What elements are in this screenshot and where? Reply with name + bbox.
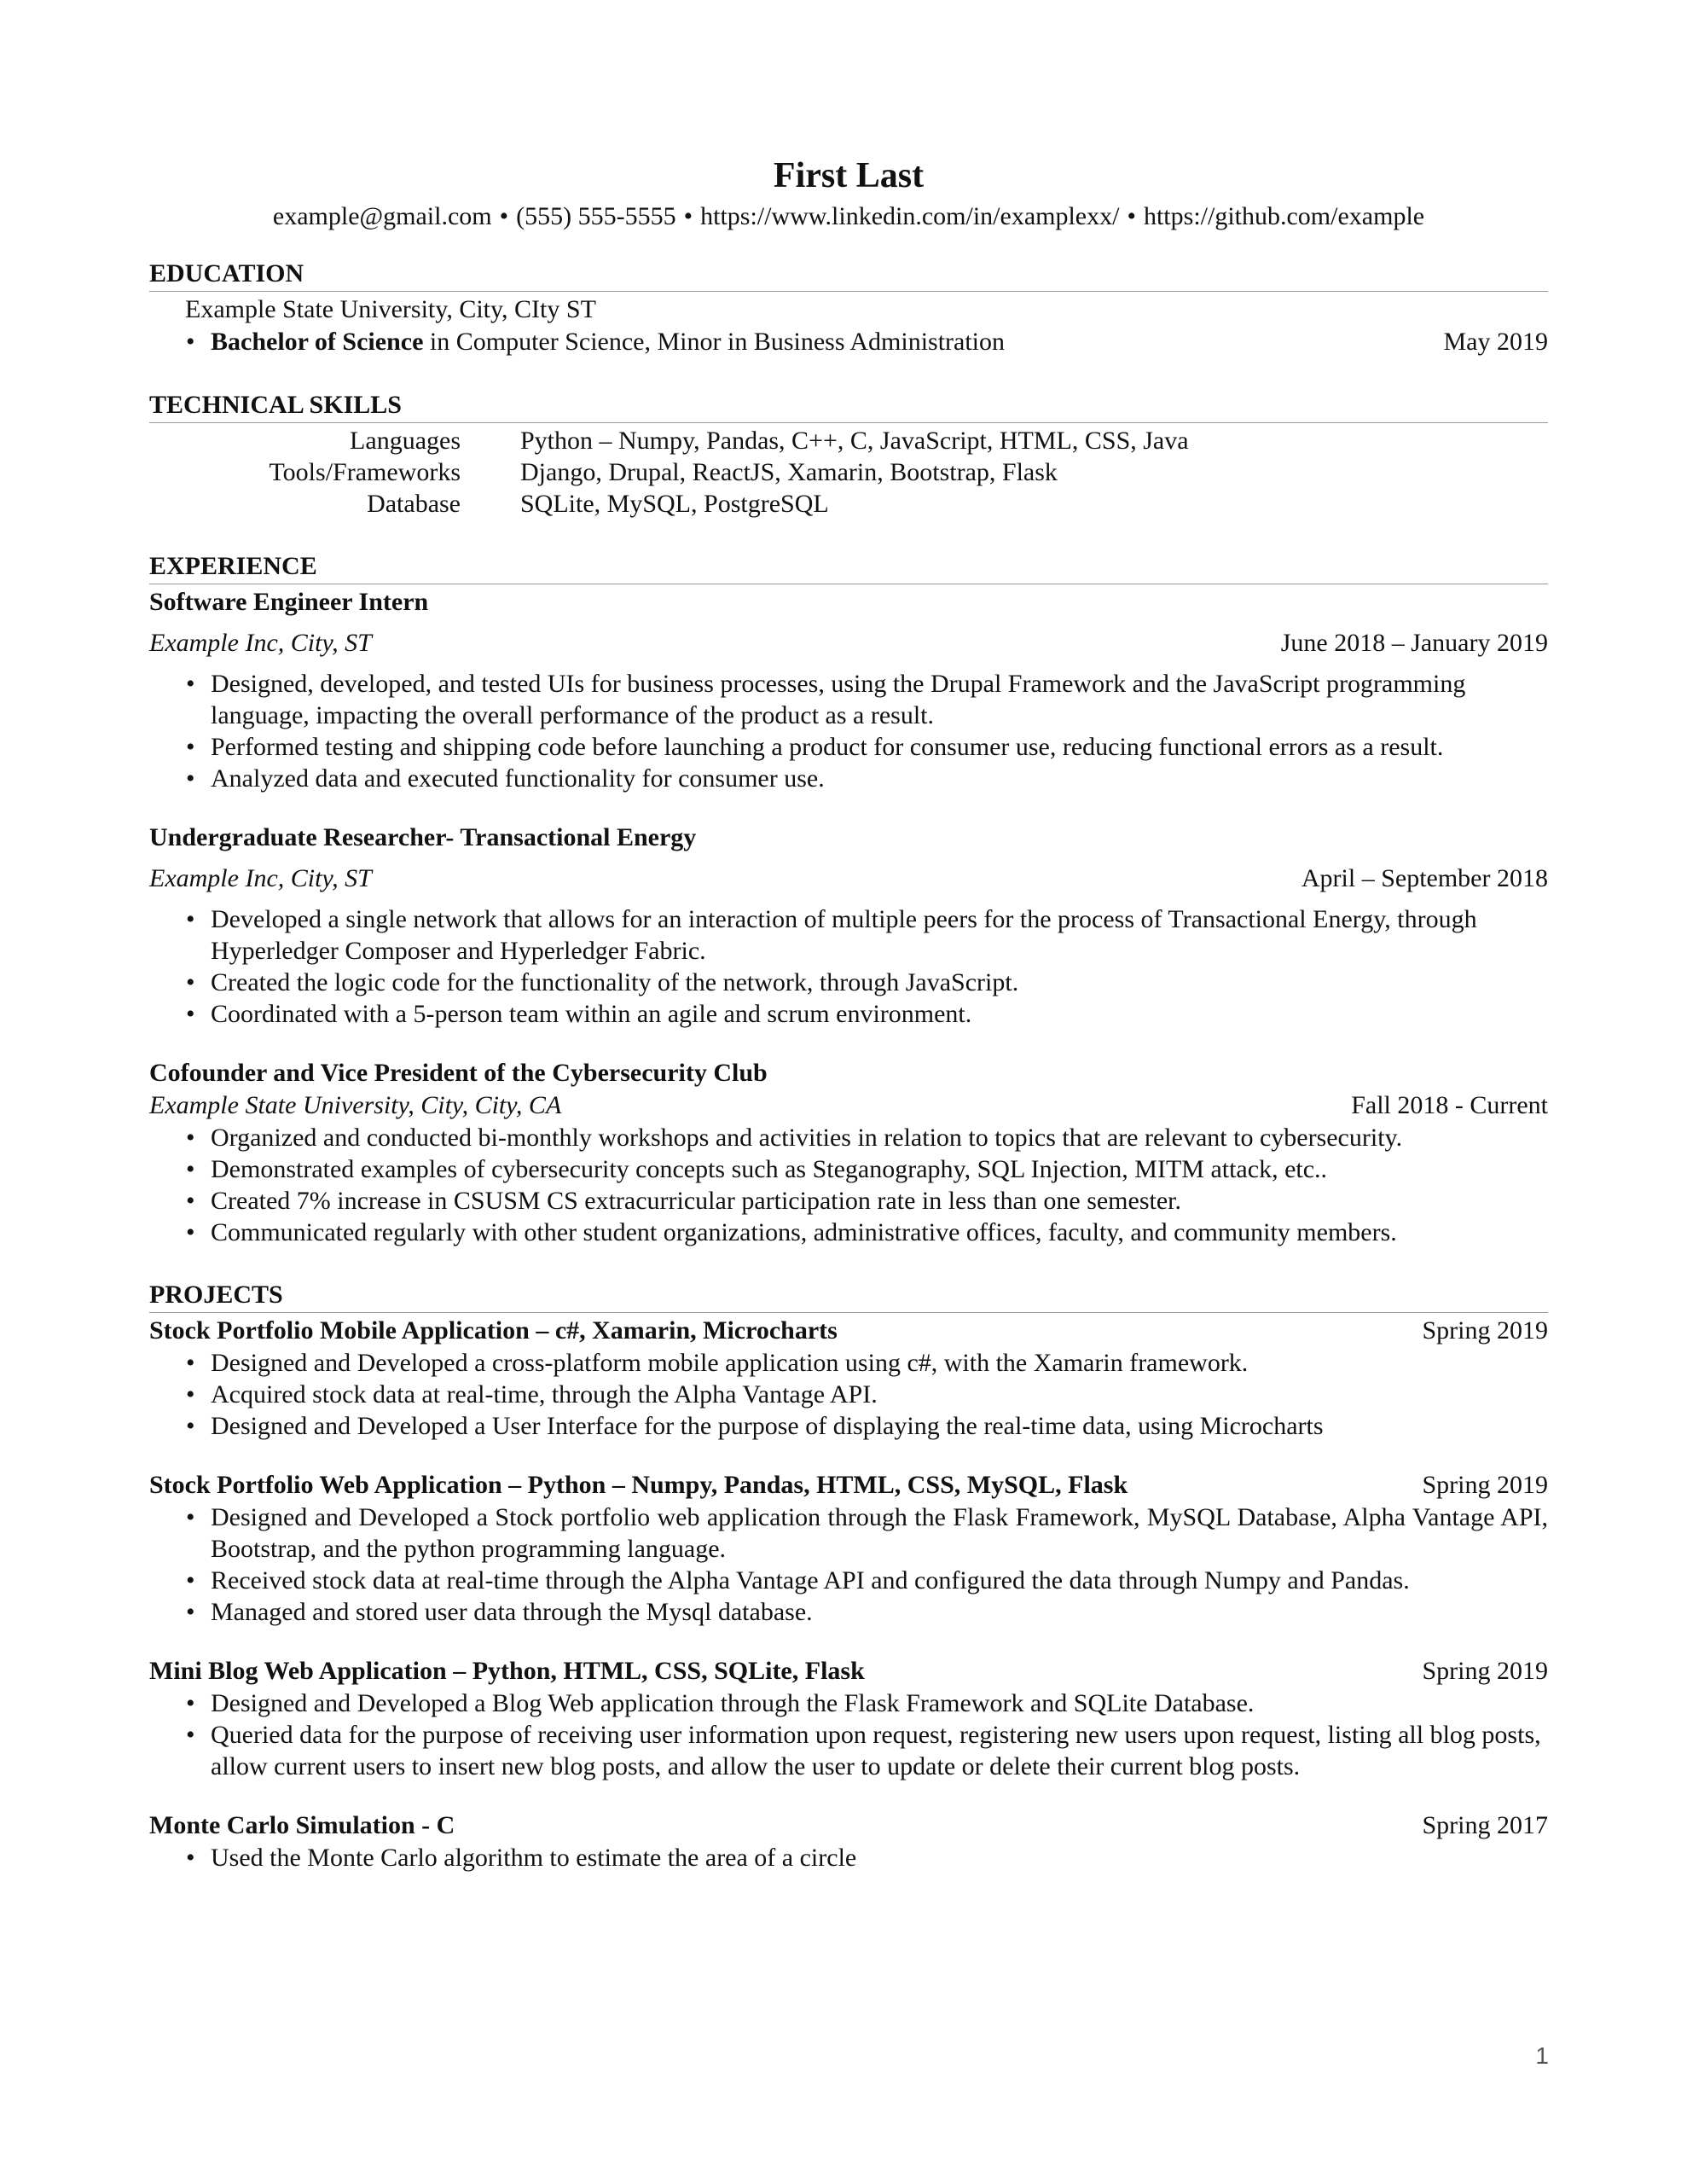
degree-item bbox=[149, 326, 1548, 358]
section-heading: PROJECTS bbox=[149, 1281, 1548, 1313]
job-entry bbox=[149, 586, 1548, 794]
job-organization: Example State University, City, City, CA bbox=[149, 1091, 562, 1119]
resume-header bbox=[149, 154, 1548, 234]
section-heading: TECHNICAL SKILLS bbox=[149, 391, 1548, 423]
project-title: Stock Portfolio Mobile Application – c#, Xamarin, Microcharts bbox=[149, 1316, 838, 1345]
phone-number: (555) 555-5555 bbox=[516, 202, 676, 230]
project-title: Monte Carlo Simulation - C bbox=[149, 1811, 455, 1839]
education-details bbox=[149, 326, 1548, 358]
separator-dot: • bbox=[499, 202, 509, 230]
job-bullets bbox=[149, 1122, 1548, 1248]
github-link[interactable]: https://github.com/example bbox=[1143, 202, 1425, 230]
email-link[interactable]: example@gmail.com bbox=[272, 202, 492, 230]
bullet-icon: • bbox=[186, 1844, 195, 1872]
list-item: • Designed and Developed a User Interface for the purpose of displaying the real-time data, using Microcharts bbox=[186, 1412, 1324, 1440]
bullet-icon: • bbox=[186, 1000, 195, 1028]
list-item: • Demonstrated examples of cybersecurity concepts such as Steganography, SQL Injection, MITM attack, etc.. bbox=[186, 1155, 1328, 1183]
list-item: • Developed a single network that allows for an interaction of multiple peers for the process of Transactional Energy, through Hyperledger Composer and Hyperledger Fabric. bbox=[186, 905, 1477, 965]
project-date: Spring 2017 bbox=[1422, 1811, 1548, 1839]
education-section bbox=[149, 259, 1548, 358]
linkedin-link[interactable]: https://www.linkedin.com/in/examplexx/ bbox=[700, 202, 1120, 230]
list-item: • Used the Monte Carlo algorithm to estimate the area of a circle bbox=[186, 1844, 857, 1872]
list-item: • Designed, developed, and tested UIs for business processes, using the Drupal Framework and the JavaScript programming language, impacting the overall performance of the product as a result. bbox=[186, 670, 1466, 729]
bullet-icon: • bbox=[186, 1380, 195, 1409]
page-number: 1 bbox=[1535, 2042, 1549, 2069]
project-bullets bbox=[149, 1347, 1548, 1442]
project-entry bbox=[149, 1315, 1548, 1442]
list-item: • Created 7% increase in CSUSM CS extracurricular participation rate in less than one semester. bbox=[186, 1187, 1181, 1215]
experience-section bbox=[149, 552, 1548, 1248]
project-date: Spring 2019 bbox=[1422, 1471, 1548, 1499]
bullet-icon: • bbox=[186, 670, 195, 698]
list-item: • Designed and Developed a Stock portfolio web application through the Flask Framework, MySQL Database, Alpha Vantage API, Bootstrap, and the python programming language. bbox=[186, 1503, 1548, 1563]
list-item: • Designed and Developed a Blog Web application through the Flask Framework and SQLite Database. bbox=[186, 1689, 1255, 1717]
person-name: First Last bbox=[773, 156, 925, 195]
skill-category: Tools/Frameworks bbox=[269, 458, 461, 486]
list-item: • Queried data for the purpose of receiving user information upon request, registering new users upon request, listing all blog posts, allow current users to insert new blog posts, and allow the user to update or delete their current blog posts. bbox=[186, 1721, 1541, 1780]
job-bullets bbox=[149, 668, 1548, 794]
list-item: • Created the logic code for the functionality of the network, through JavaScript. bbox=[186, 968, 1019, 996]
job-title: Cofounder and Vice President of the Cybersecurity Club bbox=[149, 1059, 768, 1087]
skills-table bbox=[149, 425, 1548, 520]
project-entry bbox=[149, 1655, 1548, 1782]
bullet-icon: • bbox=[186, 764, 195, 793]
project-bullets bbox=[149, 1502, 1548, 1628]
list-item: • Organized and conducted bi-monthly workshops and activities in relation to topics that are relevant to cybersecurity. bbox=[186, 1124, 1403, 1152]
bullet-icon: • bbox=[186, 328, 195, 356]
list-item: • Analyzed data and executed functionality for consumer use. bbox=[186, 764, 825, 793]
job-title: Software Engineer Intern bbox=[149, 588, 429, 616]
school-name: Example State University, City, CIty ST bbox=[185, 295, 596, 323]
list-item: • Performed testing and shipping code before launching a product for consumer use, reducing functional errors as a result. bbox=[186, 733, 1444, 761]
separator-dot: • bbox=[683, 202, 693, 230]
bullet-icon: • bbox=[186, 1598, 195, 1626]
degree-name: Bachelor of Science bbox=[211, 328, 424, 356]
bullet-icon: • bbox=[186, 733, 195, 761]
job-entry bbox=[149, 1057, 1548, 1248]
skill-category: Database bbox=[367, 490, 461, 518]
bullet-icon: • bbox=[186, 1187, 195, 1215]
list-item: • Acquired stock data at real-time, through the Alpha Vantage API. bbox=[186, 1380, 878, 1409]
skills-section bbox=[149, 391, 1548, 520]
bullet-icon: • bbox=[186, 1124, 195, 1152]
resume-page bbox=[149, 154, 1548, 1873]
project-entry bbox=[149, 1469, 1548, 1628]
job-date: April – September 2018 bbox=[1301, 864, 1548, 892]
section-heading: EDUCATION bbox=[149, 259, 1548, 292]
project-date: Spring 2019 bbox=[1422, 1657, 1548, 1685]
bullet-icon: • bbox=[186, 1218, 195, 1246]
separator-dot: • bbox=[1127, 202, 1136, 230]
bullet-icon: • bbox=[186, 1566, 195, 1594]
section-heading: EXPERIENCE bbox=[149, 552, 1548, 584]
project-title: Stock Portfolio Web Application – Python – Numpy, Pandas, HTML, CSS, MySQL, Flask bbox=[149, 1471, 1128, 1499]
list-item: • Managed and stored user data through the Mysql database. bbox=[186, 1598, 813, 1626]
bullet-icon: • bbox=[186, 968, 195, 996]
skill-items: SQLite, MySQL, PostgreSQL bbox=[520, 490, 829, 518]
degree-date: May 2019 bbox=[1443, 328, 1548, 356]
skill-items: Python – Numpy, Pandas, C++, C, JavaScript, HTML, CSS, Java bbox=[520, 427, 1189, 455]
job-organization: Example Inc, City, ST bbox=[149, 864, 372, 892]
job-title: Undergraduate Researcher- Transactional Energy bbox=[149, 823, 697, 851]
degree-text bbox=[211, 326, 1005, 358]
skill-items: Django, Drupal, ReactJS, Xamarin, Bootstrap, Flask bbox=[520, 458, 1058, 486]
skill-category: Languages bbox=[350, 427, 461, 455]
list-item: • Coordinated with a 5-person team within an agile and scrum environment. bbox=[186, 1000, 972, 1028]
bullet-icon: • bbox=[186, 1155, 195, 1183]
job-date: Fall 2018 - Current bbox=[1351, 1091, 1548, 1119]
project-entry bbox=[149, 1809, 1548, 1873]
projects-section bbox=[149, 1281, 1548, 1873]
project-date: Spring 2019 bbox=[1422, 1316, 1548, 1345]
bullet-icon: • bbox=[186, 1721, 195, 1749]
project-bullets bbox=[149, 1842, 1548, 1873]
list-item: • Designed and Developed a cross-platform mobile application using c#, with the Xamarin framework. bbox=[186, 1349, 1249, 1377]
list-item: • Communicated regularly with other student organizations, administrative offices, faculty, and community members. bbox=[186, 1218, 1397, 1246]
project-bullets bbox=[149, 1687, 1548, 1782]
degree-field: in Computer Science, Minor in Business Administration bbox=[423, 328, 1006, 356]
project-title: Mini Blog Web Application – Python, HTML, CSS, SQLite, Flask bbox=[149, 1657, 865, 1685]
bullet-icon: • bbox=[186, 1503, 195, 1531]
bullet-icon: • bbox=[186, 1349, 195, 1377]
bullet-icon: • bbox=[186, 1689, 195, 1717]
job-bullets bbox=[149, 903, 1548, 1030]
bullet-icon: • bbox=[186, 905, 195, 933]
list-item: • Received stock data at real-time through the Alpha Vantage API and configured the data through Numpy and Pandas. bbox=[186, 1566, 1410, 1594]
job-date: June 2018 – January 2019 bbox=[1280, 629, 1548, 657]
contact-line bbox=[149, 200, 1548, 234]
bullet-icon: • bbox=[186, 1412, 195, 1440]
job-organization: Example Inc, City, ST bbox=[149, 629, 372, 657]
job-entry bbox=[149, 822, 1548, 1030]
